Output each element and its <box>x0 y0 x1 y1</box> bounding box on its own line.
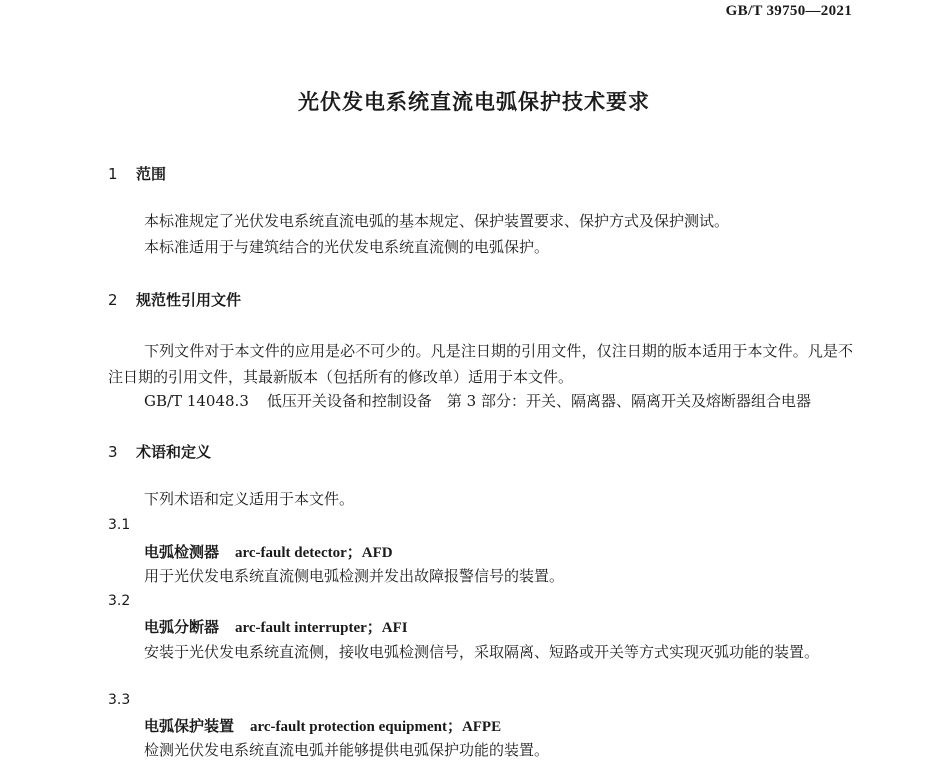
term-chinese: 电弧检测器 <box>144 543 220 561</box>
section-3-heading <box>108 441 211 462</box>
term-definition: 检测光伏发电系统直流电弧并能够提供电弧保护功能的装置。 <box>144 741 550 759</box>
document-title: 光伏发电系统直流电弧保护技术要求 <box>298 90 650 114</box>
term-definition: 用于光伏发电系统直流侧电弧检测并发出故障报警信号的装置。 <box>144 567 565 585</box>
term-english: arc-fault protection equipment；AFPE <box>250 719 502 735</box>
scope-paragraph-1: 本标准规定了光伏发电系统直流电弧的基本规定、保护装置要求、保护方式及保护测试。 <box>144 212 730 230</box>
term-entry <box>144 616 408 637</box>
term-number: 3.1 <box>108 517 131 533</box>
section-1-heading <box>108 163 166 184</box>
standard-code: GB/T 39750—2021 <box>725 3 852 19</box>
section-number: 3 <box>108 443 118 461</box>
term-chinese: 电弧保护装置 <box>144 717 235 735</box>
reference-code: GB/T 14048.3 <box>144 392 249 410</box>
references-intro-paragraph: 下列文件对于本文件的应用是必不可少的。凡是注日期的引用文件，仅注日期的版本适用于本文件。凡是不注日期的引用文件，其最新版本（包括所有的修改单）适用于本文件。 <box>108 342 853 386</box>
section-title: 规范性引用文件 <box>136 291 242 309</box>
reference-entry <box>144 390 811 411</box>
section-number: 2 <box>108 291 118 309</box>
term-english: arc-fault interrupter；AFI <box>235 620 408 636</box>
term-definition: 安装于光伏发电系统直流侧，接收电弧检测信号，采取隔离、短路或开关等方式实现灭弧功能的装置。 <box>144 643 820 661</box>
section-title: 范围 <box>136 165 167 183</box>
section-2-heading <box>108 289 241 310</box>
reference-title: 低压开关设备和控制设备 第 3 部分：开关、隔离器、隔离开关及熔断器组合电器 <box>266 392 811 410</box>
term-english: arc-fault detector；AFD <box>235 545 393 561</box>
section-title: 术语和定义 <box>136 443 212 461</box>
term-number: 3.3 <box>108 692 131 708</box>
term-chinese: 电弧分断器 <box>144 618 220 636</box>
terms-intro-paragraph: 下列术语和定义适用于本文件。 <box>144 490 355 508</box>
term-entry <box>144 715 501 736</box>
section-number: 1 <box>108 165 118 183</box>
scope-paragraph-2: 本标准适用于与建筑结合的光伏发电系统直流侧的电弧保护。 <box>144 238 550 256</box>
term-number: 3.2 <box>108 593 131 609</box>
term-entry <box>144 541 393 562</box>
